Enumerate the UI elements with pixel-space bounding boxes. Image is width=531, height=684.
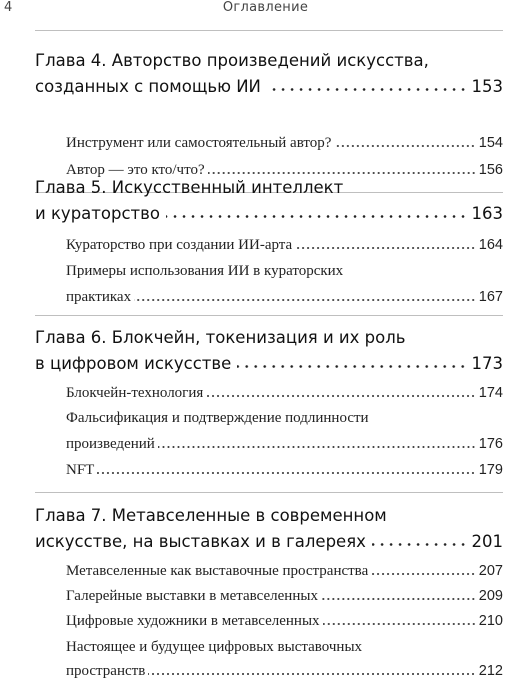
toc-section[interactable] (66, 637, 503, 681)
dot-leader (371, 571, 476, 577)
section-title: пространств (66, 663, 146, 679)
toc-section[interactable] (66, 460, 503, 480)
section-title: практиках (66, 289, 132, 305)
chapter-page-number: 201 (471, 532, 503, 551)
chapter-title: Глава 5. Искусственный интеллект (35, 178, 344, 197)
toc-section[interactable] (66, 133, 503, 153)
toc-chapter-4[interactable] (35, 50, 503, 98)
toc-section[interactable] (66, 611, 503, 631)
section-page-number: 207 (478, 563, 503, 579)
section-title: Кураторство при создании ИИ-арта (66, 237, 293, 253)
chapter-title: созданных с помощью ИИ (35, 77, 261, 96)
section-page-number: 174 (478, 385, 503, 401)
chapter-title: Глава 6. Блокчейн, токенизация и их роль (35, 328, 406, 347)
section-title: произведений (66, 436, 155, 452)
divider (35, 315, 503, 316)
divider (35, 30, 503, 31)
dot-leader (372, 541, 468, 548)
dot-leader (158, 444, 476, 450)
toc-section[interactable] (66, 408, 503, 454)
chapter-page-number: 173 (471, 354, 503, 373)
section-page-number: 212 (478, 663, 503, 679)
section-page-number: 167 (478, 289, 503, 305)
section-title: Метавселенные как выставочные пространства (66, 563, 369, 579)
section-page-number: 209 (478, 588, 503, 604)
dot-leader (166, 213, 468, 220)
section-title: Цифровые художники в метавселенных (66, 613, 320, 629)
section-title: Галерейные выставки в метавселенных (66, 588, 318, 604)
page-number: 4 (4, 0, 13, 15)
toc-section[interactable] (66, 235, 503, 255)
divider (35, 492, 503, 493)
section-page-number: 164 (478, 237, 503, 253)
section-title: Автор — это кто/что? (66, 162, 205, 178)
toc-chapter-7[interactable] (35, 505, 503, 553)
dot-leader (267, 86, 468, 93)
toc-section[interactable] (66, 561, 503, 581)
section-title: NFT (66, 462, 95, 478)
dot-leader (148, 671, 476, 677)
dot-leader (206, 393, 476, 399)
section-page-number: 179 (478, 462, 503, 478)
dot-leader (323, 621, 476, 627)
dot-leader (237, 363, 467, 370)
toc-section[interactable] (66, 383, 503, 403)
chapter-title: в цифровом искусстве (35, 354, 232, 373)
chapter-page-number: 163 (471, 204, 503, 223)
chapter-title: Глава 4. Авторство произведений искусства, (35, 51, 429, 70)
section-page-number: 154 (478, 135, 503, 151)
section-title: Блокчейн-технология (66, 385, 204, 401)
dot-leader (321, 596, 476, 602)
section-title: Примеры использования ИИ в кураторских (66, 263, 344, 279)
dot-leader (208, 170, 476, 176)
chapter-page-number: 153 (471, 77, 503, 96)
toc-section[interactable] (66, 261, 503, 307)
dot-leader (134, 297, 476, 303)
toc-chapter-6[interactable] (35, 327, 503, 375)
chapter-title: искусстве, на выставках и в галереях (35, 532, 366, 551)
section-title: Настоящее и будущее цифровых выставочных (66, 639, 363, 655)
section-page-number: 176 (478, 436, 503, 452)
dot-leader (295, 245, 476, 251)
dot-leader (334, 143, 475, 149)
running-title: Оглавление (222, 0, 309, 15)
chapter-title: Глава 7. Метавселенные в современном (35, 506, 387, 525)
section-title: Инструмент или самостоятельный автор? (66, 135, 332, 151)
section-title: Фальсификация и подтверждение подлинности (66, 410, 369, 426)
toc-section[interactable] (66, 586, 503, 606)
toc-chapter-5[interactable] (35, 177, 503, 225)
section-page-number: 210 (478, 613, 503, 629)
dot-leader (97, 470, 475, 476)
chapter-title: и кураторство (35, 204, 160, 223)
section-page-number: 156 (478, 162, 503, 178)
